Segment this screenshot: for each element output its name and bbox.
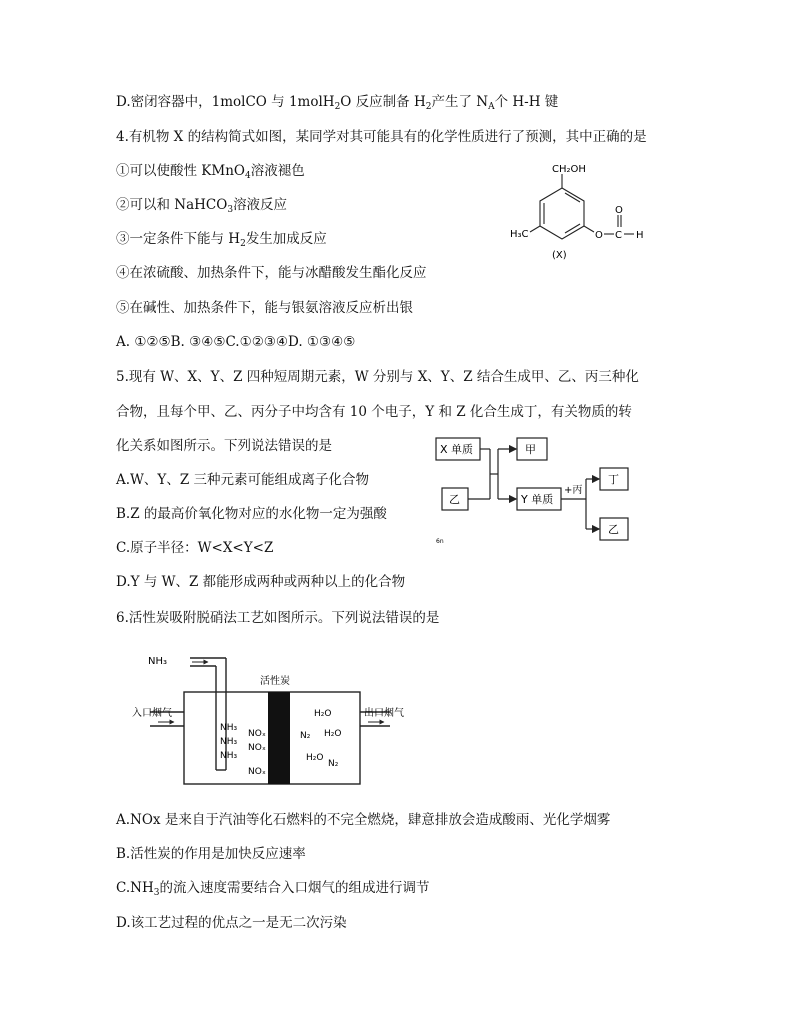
q5-stem-1: 5.现有 W、X、Y、Z 四种短周期元素，W 分别与 X、Y、Z 结合生成甲、乙、丙三种化 [116, 369, 639, 385]
q5-option-d: D.Y 与 W、Z 都能形成两种或两种以上的化合物 [116, 574, 406, 590]
q4-statement-5: ⑤在碱性、加热条件下，能与银氨溶液反应析出银 [116, 300, 413, 316]
q4-s2-text-b: 溶液反应 [233, 197, 288, 213]
subscript: 4 [244, 171, 251, 181]
ding-box: 丁 [608, 473, 619, 486]
inlet-gas-label: 入口烟气 [132, 708, 172, 719]
q5-option-c: C.原子半径：W<X<Y<Z [116, 540, 274, 556]
q4-s2-text: ②可以和 NaHCO [116, 197, 228, 213]
denitration-apparatus [128, 650, 418, 790]
nh3-inlet-label: NH₃ [148, 656, 168, 667]
q4-s1-text: ①可以使酸性 KMnO [116, 163, 245, 179]
q4-statement-3 [116, 230, 327, 248]
h3c-label: H₃C [510, 229, 529, 240]
subscript: 2 [240, 239, 246, 249]
nox-molecule: NOₓ [248, 767, 266, 777]
subscript: A [488, 102, 495, 112]
q6-option-d: D.该工艺过程的优点之一是无二次污染 [116, 915, 347, 931]
h2o-molecule: H₂O [306, 753, 324, 763]
q5-stem-3: 化关系如图所示。下列说法错误的是 [116, 438, 332, 454]
carbon-label: 活性炭 [260, 676, 290, 687]
molecule-caption: (X) [552, 250, 567, 261]
nox-molecule: NOₓ [248, 743, 266, 753]
subscript: 3 [227, 205, 234, 215]
q3-option-d [116, 93, 558, 111]
q3-optd-text-1: D.密闭容器中，1molCO 与 1molH [116, 94, 335, 110]
h-label: H [636, 230, 644, 241]
yi-right-box: 乙 [608, 523, 619, 536]
q6-optc-text-b: 的流入速度需要结合入口烟气的组成进行调节 [159, 880, 430, 896]
subscript: 2 [425, 102, 432, 112]
nh3-molecule: NH₃ [220, 751, 238, 761]
conversion-diagram [430, 430, 640, 555]
q4-statement-1 [116, 162, 305, 180]
yi-left-box: 乙 [449, 493, 460, 506]
nh3-molecule: NH₃ [220, 737, 238, 747]
plus-bing-label: +丙 [564, 485, 583, 496]
q3-optd-text-4: 个 H-H 键 [494, 94, 559, 110]
q4-stem: 4.有机物 X 的结构简式如图，某同学对其可能具有的化学性质进行了预测，其中正确的是 [116, 129, 647, 145]
q4-options: A. ①②⑤B. ③④⑤C.①②③④D. ①③④⑤ [116, 334, 356, 350]
x-single-box: X 单质 [440, 443, 474, 456]
q3-optd-text-3: 产生了 N [431, 94, 489, 110]
scan-mark: 6n [436, 538, 444, 545]
outlet-gas-label: 出口烟气 [364, 708, 404, 719]
q5-option-a: A.W、Y、Z 三种元素可能组成离子化合物 [116, 472, 369, 488]
q4-statement-2 [116, 196, 287, 214]
q5-option-b: B.Z 的最高价氧化物对应的水化物一定为强酸 [116, 506, 387, 522]
ch2oh-label: CH₂OH [552, 164, 586, 175]
q3-optd-text-2: O 反应制备 H [340, 94, 426, 110]
subscript: 3 [153, 888, 160, 898]
subscript: 2 [334, 102, 341, 112]
y-single-box: Y 单质 [521, 493, 554, 506]
q6-optc-text: C.NH [116, 880, 154, 896]
q4-s1-text-b: 溶液褪色 [250, 163, 305, 179]
nh3-molecule: NH₃ [220, 723, 238, 733]
carbonyl-c-label: C [615, 230, 622, 241]
q5-stem-2: 合物，且每个甲、乙、丙分子中均含有 10 个电子，Y 和 Z 化合生成丁，有关物质的转 [116, 404, 632, 420]
ester-o-label: O [595, 230, 603, 241]
q4-statement-4: ④在浓硫酸、加热条件下，能与冰醋酸发生酯化反应 [116, 265, 427, 281]
n2-molecule: N₂ [328, 759, 339, 769]
n2-molecule: N₂ [300, 731, 311, 741]
q4-s3-text-b: 发生加成反应 [245, 231, 327, 247]
q4-s3-text: ③一定条件下能与 H [116, 231, 241, 247]
q6-option-b: B.活性炭的作用是加快反应速率 [116, 846, 306, 862]
nox-molecule: NOₓ [248, 729, 266, 739]
jia-box: 甲 [525, 443, 536, 456]
carbonyl-o-label: O [615, 205, 623, 216]
activated-carbon-layer [268, 692, 290, 784]
h2o-molecule: H₂O [324, 729, 342, 739]
q6-option-a: A.NOx 是来自于汽油等化石燃料的不完全燃烧，肆意排放会造成酸雨、光化学烟雾 [116, 812, 611, 828]
h2o-molecule: H₂O [314, 709, 332, 719]
q6-stem: 6.活性炭吸附脱硝法工艺如图所示。下列说法错误的是 [116, 610, 440, 626]
molecule-x-figure [490, 158, 660, 266]
q6-option-c [116, 879, 429, 897]
